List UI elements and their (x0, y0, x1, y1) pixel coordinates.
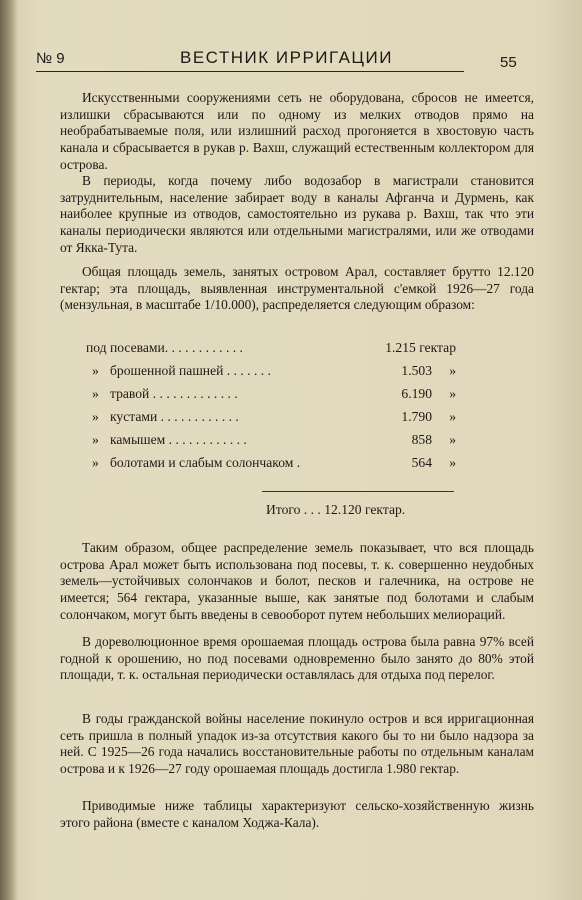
header-rule (36, 71, 464, 72)
paragraph-drainage: Искусственными сооружениями сеть не оборудована, сбросов не имеется, излишки сбрасываются или по одному из мелких отводов прямо на необрабатываемые поля, или излишний расход прогоняется в хвостовую часть канала и сбрасывается в рукав р. Вахш, служащий естественным коллектором для острова. (60, 90, 534, 172)
land-row-label: травой . . . . . . . . . . . . . (110, 386, 238, 401)
land-distribution-table (86, 340, 456, 478)
land-row-value: 1.790 (401, 409, 432, 424)
ditto-mark: » (92, 409, 99, 424)
land-row (86, 432, 456, 455)
paragraph-pre-revolution: В дореволюционное время орошаемая площадь острова была равна 97% всей годной к орошению, но под посевами одновременно было занято до 80% этой площади, т. к. остальная периодически оставлялась для отдыха под перелог. (60, 634, 534, 683)
land-row (86, 386, 456, 409)
page-binding-shadow (0, 0, 18, 900)
paragraph-land-use: Таким образом, общее распределение земель показывает, что вся площадь острова Арал может быть использована под посевы, т. к. совершенно неудобных земель—устойчивых солончаков и болот, песков и галечника, на острове не имеется; 564 гектара, указанные выше, как занятые под болотами и слабым солончаком, могут быть введены в севооборот путем небольших мелиораций. (60, 540, 534, 622)
paragraph-water-intake: В периоды, когда почему либо водозабор в магистрали становится затруднительным, население забирает воду в каналы Афганча и Дурмень, как наиболее крупные из отводов, самостоятельно из рукава р. Вахш, так что эти каналы периодически являются или отдельными магистралями, или же отводами от Якка-Тута. (60, 173, 534, 255)
land-row (86, 455, 456, 478)
journal-title: ВЕСТНИК ИРРИГАЦИИ (180, 48, 393, 67)
land-row-value: 858 (411, 432, 432, 447)
land-row-label: болотами и слабым солончаком . (110, 455, 301, 470)
running-header (36, 46, 536, 72)
total-rule (262, 491, 454, 492)
land-row-unit: » (449, 386, 456, 401)
paragraph-civil-war: В годы гражданской войны население покинуло остров и вся ирригационная сеть пришла в полный упадок из-за отсутствия какого бы то ни было надзора за ней. С 1925—26 года начались восстановительные работы по отдельным каналам острова и к 1926—27 году орошаемая площадь достигла 1.980 гектар. (60, 711, 534, 777)
land-row (86, 409, 456, 432)
issue-number: № 9 (36, 50, 65, 67)
land-row-unit: » (449, 409, 456, 424)
land-row (86, 340, 456, 363)
ditto-mark: » (92, 455, 99, 470)
land-row-label: брошенной пашней . . . . . . . (110, 363, 271, 378)
page-number: 55 (500, 54, 517, 71)
paragraph-tables-intro: Приводимые ниже таблицы характеризуют сельско-хозяйственную жизнь этого района (вместе с каналом Ходжа-Кала). (60, 798, 534, 830)
land-row-value: 1.503 (401, 363, 432, 378)
land-row-value: 6.190 (401, 386, 432, 401)
land-row (86, 363, 456, 386)
paragraph-total-area: Общая площадь земель, занятых островом Арал, составляет брутто 12.120 гектар; эта площадь, выявленная инструментальной с'емкой 1926—27 года (мензульная, в масштабе 1/10.000), распределяется следующим образом: (60, 264, 534, 313)
land-row-unit: » (449, 455, 456, 470)
ditto-mark: » (92, 386, 99, 401)
land-row-unit: » (449, 363, 456, 378)
land-row-unit: » (449, 432, 456, 447)
land-row-label: кустами . . . . . . . . . . . . (110, 409, 239, 424)
land-row-label: под посевами. . . . . . . . . . . . (86, 340, 243, 355)
ditto-mark: » (92, 432, 99, 447)
land-row-value: 564 (411, 455, 432, 470)
land-row-value: 1.215 гектар (385, 340, 456, 355)
land-row-label: камышем . . . . . . . . . . . . (110, 432, 247, 447)
land-total: Итого . . . 12.120 гектар. (266, 502, 406, 517)
ditto-mark: » (92, 363, 99, 378)
